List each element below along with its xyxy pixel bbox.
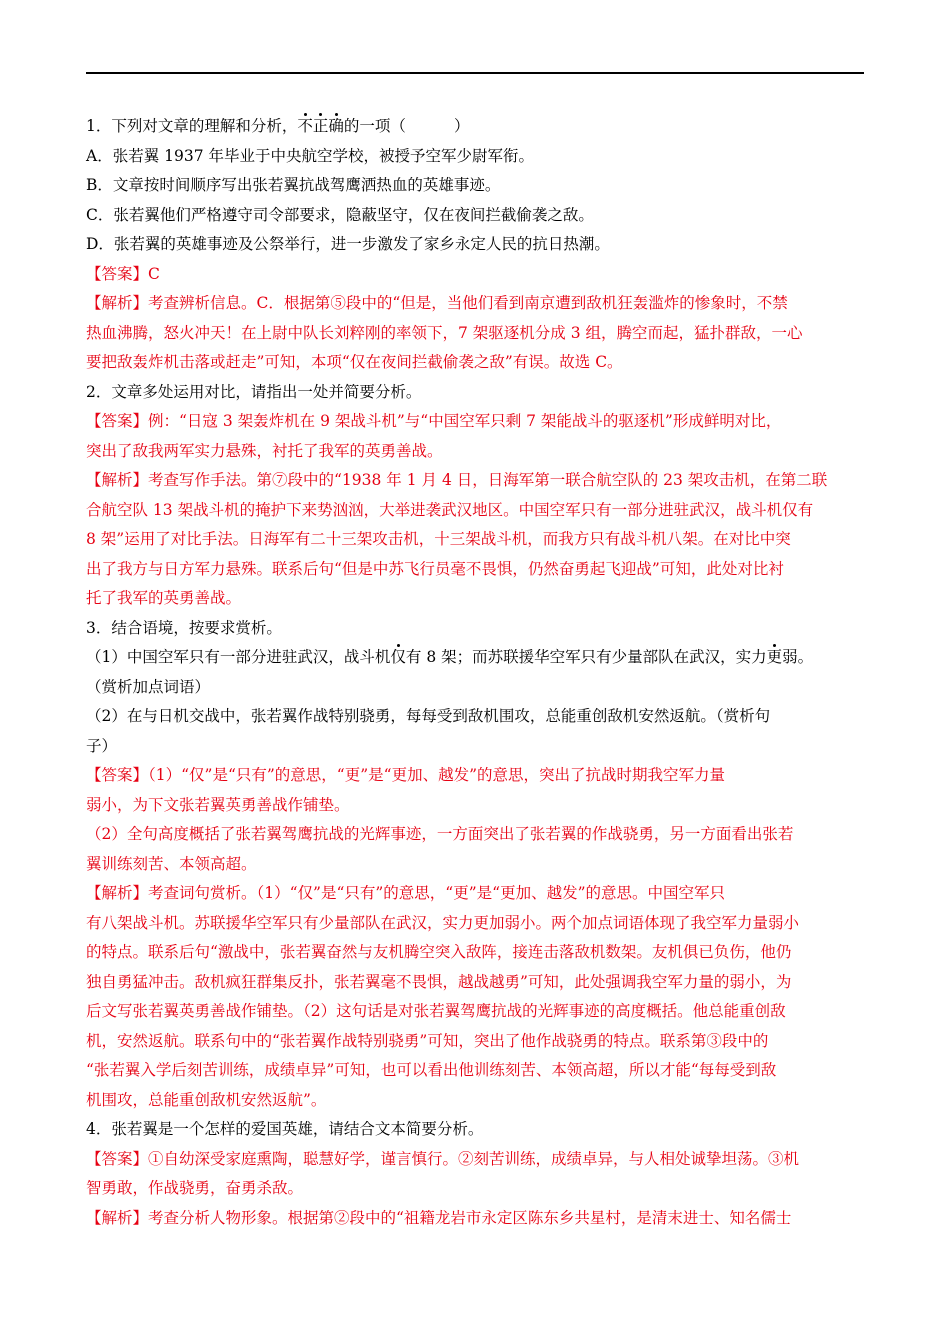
- q1-stem: [86, 112, 864, 142]
- q4-analysis-line: 【解析】考查分析人物形象。根据第②段中的“祖籍龙岩市永定区陈东乡共星村，是清末进士、知名儒士: [86, 1208, 792, 1227]
- q2-answer-line: 【答案】例：“日寇 3 架轰炸机在 9 架战斗机”与“中国空军只剩 7 架能战斗的驱逐机”形成鲜明对比，: [86, 412, 782, 430]
- q2-analysis-line: 【解析】考查写作手法。第⑦段中的“1938 年 1 月 4 日，日海军第一联合航空队的 23 架攻击机，在第二联: [86, 471, 828, 489]
- q3-analysis-line: 有八架战斗机。苏联援华空军只有少量部队在武汉，实力更加弱小。两个加点词语体现了我空军力量弱小: [86, 913, 800, 932]
- header-rule: [86, 72, 864, 74]
- q1-stem-text: 1．下列对文章的理解和分析，: [86, 117, 298, 135]
- emphasis-dot-char: 更: [767, 643, 783, 673]
- q3-s1-text: 有 8 架；而苏联援华空军只有少量部队在武汉，实力: [405, 648, 767, 666]
- q3-sentence-2: （2）在与日机交战中，张若翼作战特别骁勇，每每受到敌机围攻，总能重创敌机安然返航。（赏析句: [86, 707, 771, 725]
- q4-stem: 4．张若翼是一个怎样的爱国英雄，请结合文本简要分析。: [86, 1120, 484, 1138]
- emphasis-dot-char: 仅: [390, 643, 406, 673]
- q3-analysis-line: 【解析】考查词句赏析。（1）“仅”是“只有”的意思，“更”是“更加、越发”的意思。中国空军只: [86, 884, 726, 902]
- q4-answer-line: 智勇敢，作战骁勇，奋勇杀敌。: [86, 1179, 304, 1197]
- q2-analysis-line: 8 架”运用了对比手法。日海军有二十三架攻击机，十三架战斗机，而我方只有战斗机八架。在对比中突: [86, 530, 791, 548]
- q1-stem-close: ）: [453, 117, 470, 135]
- q3-s1-text: （1）中国空军只有一部分进驻武汉，战斗机: [86, 648, 391, 666]
- q4-answer-line: 【答案】①自幼深受家庭熏陶，聪慧好学，谨言慎行。②刻苦训练，成绩卓异，与人相处诚挚坦荡。③机: [86, 1149, 800, 1168]
- q1-option-d: D．张若翼的英雄事迹及公祭举行，进一步激发了家乡永定人民的抗日热潮。: [86, 235, 610, 253]
- q3-analysis-line: 的特点。联系后句“激战中，张若翼奋然与友机腾空突入敌阵，接连击落敌机数架。友机俱已负伤，他仍: [86, 943, 792, 961]
- q2-stem: 2．文章多处运用对比，请指出一处并简要分析。: [86, 382, 422, 401]
- q1-answer: 【答案】C: [86, 264, 160, 283]
- q1-stem-text: 的一项（: [343, 117, 406, 135]
- q3-answer-line: 弱小，为下文张若翼英勇善战作铺垫。: [86, 795, 350, 814]
- q1-option-c: C．张若翼他们严格遵守司令部要求，隐蔽坚守，仅在夜间拦截偷袭之敌。: [86, 205, 594, 224]
- q1-option-b: B．文章按时间顺序写出张若翼抗战驾鹰洒热血的英雄事迹。: [86, 176, 501, 194]
- emphasis-dot-char: 确: [328, 112, 344, 142]
- emphasis-dot-char: 正: [313, 112, 329, 142]
- q2-answer-line: 突出了敌我两军实力悬殊，衬托了我军的英勇善战。: [86, 441, 443, 460]
- q1-analysis-line: 要把敌轰炸机击落或赶走”可知，本项“仅在夜间拦截偷袭之敌”有误。故选 C。: [86, 353, 623, 371]
- q3-sentence-2: 子）: [86, 736, 118, 755]
- q3-analysis-line: 机，安然返航。联系句中的“张若翼作战特别骁勇”可知，突出了他作战骁勇的特点。联系第③段中的: [86, 1031, 769, 1050]
- q3-stem: 3．结合语境，按要求赏析。: [86, 618, 282, 637]
- document-body: [86, 112, 864, 1233]
- q1-option-a: A．张若翼 1937 年毕业于中央航空学校，被授予空军少尉军衔。: [86, 146, 534, 165]
- q1-analysis-line: 【解析】考查辨析信息。C．根据第⑤段中的“但是，当他们看到南京遭到敌机狂轰滥炸的惨象时，不禁: [86, 294, 788, 312]
- q2-analysis-line: 托了我军的英勇善战。: [86, 589, 242, 607]
- q3-s1-text: 弱。: [782, 648, 814, 666]
- q3-analysis-line: 机围攻，总能重创敌机安然返航”。: [86, 1090, 327, 1109]
- q3-analysis-line: “张若翼入学后刻苦训练，成绩卓异”可知，也可以看出他训练刻苦、本领高超，所以才能“每每受到敌: [86, 1061, 777, 1079]
- q3-analysis-line: 后文写张若翼英勇善战作铺垫。（2）这句话是对张若翼驾鹰抗战的光辉事迹的高度概括。他总能重创敌: [86, 1002, 786, 1020]
- q2-analysis-line: 出了我方与日方军力悬殊。联系后句“但是中苏飞行员毫不畏惧，仍然奋勇起飞迎战”可知，此处对比衬: [86, 559, 784, 578]
- emphasis-dot-char: 不: [297, 112, 313, 142]
- q3-sentence-1-note: （赏析加点词语）: [86, 677, 211, 696]
- q3-answer-line: 翼训练刻苦、本领高超。: [86, 854, 257, 873]
- q3-sentence-1: [86, 643, 864, 673]
- q3-answer-line: （2）全句高度概括了张若翼驾鹰抗战的光辉事迹，一方面突出了张若翼的作战骁勇，另一方面看出张若: [86, 825, 794, 843]
- q2-analysis-line: 合航空队 13 架战斗机的掩护下来势汹汹，大举进袭武汉地区。中国空军只有一部分进驻武汉，战斗机仅有: [86, 500, 814, 519]
- q3-answer-line: 【答案】（1）“仅”是“只有”的意思，“更”是“更加、越发”的意思，突出了抗战时期我空军力量: [86, 766, 726, 784]
- q1-analysis-line: 热血沸腾，怒火冲天！在上尉中队长刘粹刚的率领下，7 架驱逐机分成 3 组，腾空而起，猛扑群敌，一心: [86, 323, 803, 342]
- q3-analysis-line: 独自勇猛冲击。敌机疯狂群集反扑，张若翼毫不畏惧，越战越勇”可知，此处强调我空军力量的弱小，为: [86, 972, 792, 991]
